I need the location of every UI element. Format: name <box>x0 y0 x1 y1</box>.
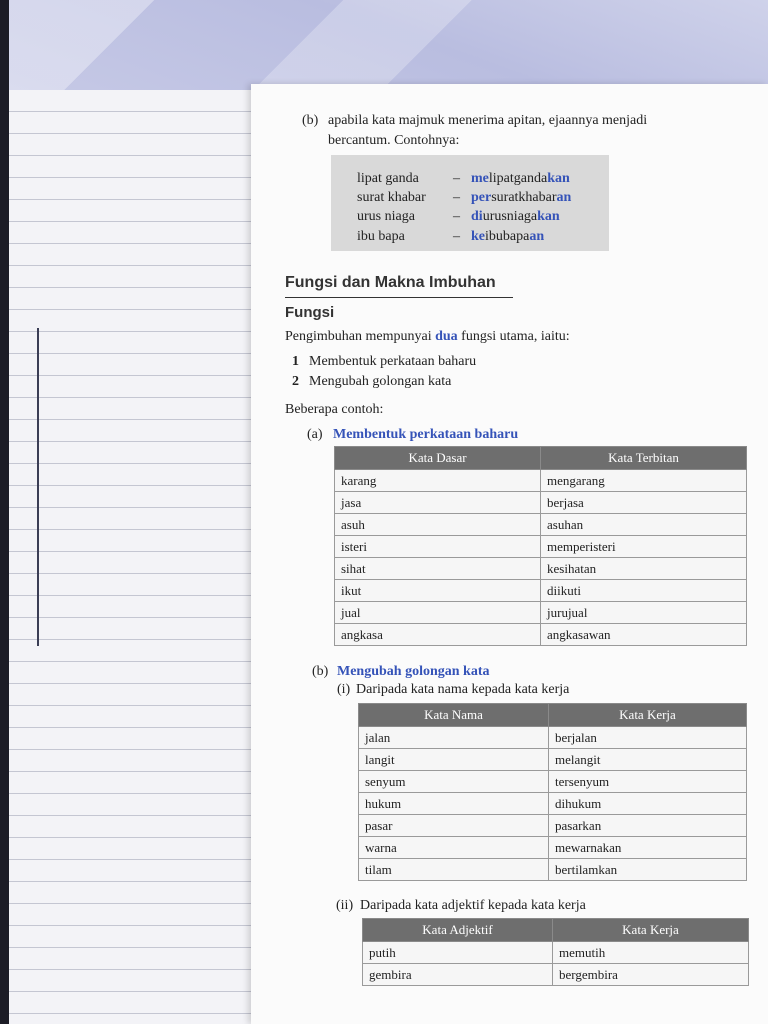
table-cell: bertilamkan <box>549 859 747 881</box>
compound-example-row <box>357 188 571 207</box>
intro-after: fungsi utama, iaitu: <box>457 329 570 344</box>
table-row <box>335 558 747 580</box>
subsection-title: Fungsi <box>285 304 335 321</box>
table-row <box>335 602 747 624</box>
table-cell: berjasa <box>541 492 747 514</box>
function-text: Mengubah golongan kata <box>309 374 452 389</box>
table-cell: pasar <box>359 815 549 837</box>
table-cell: memutih <box>553 942 749 964</box>
table-cell: angkasawan <box>541 624 747 646</box>
table-cell: sihat <box>335 558 541 580</box>
table-kata-terbitan <box>334 446 747 646</box>
table-cell: ikut <box>335 580 541 602</box>
table-cell: bergembira <box>553 964 749 986</box>
table-row <box>335 624 747 646</box>
table-cell: dihukum <box>549 793 747 815</box>
table-cell: tersenyum <box>549 771 747 793</box>
column-header: Kata Kerja <box>553 919 749 942</box>
table-cell: jurujual <box>541 602 747 624</box>
table-cell: mewarnakan <box>549 837 747 859</box>
examples-label: Beberapa contoh: <box>285 402 384 417</box>
table-row <box>359 837 747 859</box>
table-row <box>363 964 749 986</box>
section-title-underline <box>285 297 513 298</box>
compound-base: lipat ganda <box>357 171 419 186</box>
compound-base: ibu bapa <box>357 229 405 244</box>
part-a-title: Membentuk perkataan baharu <box>333 427 519 442</box>
column-header: Kata Adjektif <box>363 919 553 942</box>
compound-dash: – <box>453 229 460 244</box>
function-number: 2 <box>292 374 299 389</box>
table-row <box>359 793 747 815</box>
function-text: Membentuk perkataan baharu <box>309 354 477 369</box>
table-row <box>359 859 747 881</box>
notebook-margin-line <box>37 328 39 646</box>
table-cell: mengarang <box>541 470 747 492</box>
table-kata-adjektif-kerja <box>362 918 749 986</box>
compound-suffix: kan <box>537 209 560 224</box>
notebook-lined-page <box>9 90 259 1024</box>
compound-root: suratkhabar <box>491 190 557 205</box>
table-cell: asuhan <box>541 514 747 536</box>
table-row <box>359 749 747 771</box>
table-cell: jalan <box>359 727 549 749</box>
table-cell: angkasa <box>335 624 541 646</box>
compound-dash: – <box>453 190 460 205</box>
point-b-line1: apabila kata majmuk menerima apitan, ejaannya menjadi <box>328 113 648 128</box>
column-header: Kata Nama <box>359 704 549 727</box>
table-cell: berjalan <box>549 727 747 749</box>
part-b-title: Mengubah golongan kata <box>337 664 490 679</box>
point-b-marker: (b) <box>302 113 319 128</box>
compound-root: urusniaga <box>482 209 538 224</box>
table-cell: putih <box>363 942 553 964</box>
compound-example-row <box>357 227 544 246</box>
table-row <box>359 727 747 749</box>
table-row <box>335 580 747 602</box>
dark-edge <box>0 0 9 1024</box>
part-b-marker: (b) <box>312 664 329 679</box>
part-b-ii-marker: (ii) <box>336 898 354 913</box>
part-b-i-marker: (i) <box>337 682 351 697</box>
compound-prefix: per <box>471 190 492 205</box>
table-cell: memperisteri <box>541 536 747 558</box>
background-pattern <box>0 0 768 90</box>
table-cell: diikuti <box>541 580 747 602</box>
compound-suffix: an <box>556 190 572 205</box>
intro-before: Pengimbuhan mempunyai <box>285 329 436 344</box>
table-cell: kesihatan <box>541 558 747 580</box>
table-cell: pasarkan <box>549 815 747 837</box>
table-cell: senyum <box>359 771 549 793</box>
part-b-ii-title: Daripada kata adjektif kepada kata kerja <box>360 898 586 913</box>
table-kata-nama-kerja <box>358 703 747 881</box>
compound-suffix: an <box>529 229 545 244</box>
compound-prefix: di <box>471 209 483 224</box>
table-cell: jual <box>335 602 541 624</box>
table-row <box>335 536 747 558</box>
part-b-i-title: Daripada kata nama kepada kata kerja <box>356 682 570 697</box>
compound-dash: – <box>453 171 460 186</box>
table-cell: gembira <box>363 964 553 986</box>
point-b-line2: bercantum. Contohnya: <box>328 133 460 148</box>
table-cell: tilam <box>359 859 549 881</box>
table-cell: asuh <box>335 514 541 536</box>
table-row <box>335 492 747 514</box>
table-cell: jasa <box>335 492 541 514</box>
column-header: Kata Kerja <box>549 704 747 727</box>
column-header: Kata Dasar <box>335 447 541 470</box>
table-cell: warna <box>359 837 549 859</box>
table-cell: karang <box>335 470 541 492</box>
compound-example-row <box>357 169 570 188</box>
compound-dash: – <box>453 209 460 224</box>
table-cell: melangit <box>549 749 747 771</box>
intro-highlight: dua <box>435 329 458 344</box>
table-row <box>359 771 747 793</box>
compound-prefix: ke <box>471 229 485 244</box>
compound-root: ibubapa <box>485 229 530 244</box>
table-row <box>363 942 749 964</box>
compound-root: lipatganda <box>488 171 548 186</box>
part-a-marker: (a) <box>307 427 323 442</box>
table-cell: hukum <box>359 793 549 815</box>
compound-base: urus niaga <box>357 209 415 224</box>
function-number: 1 <box>292 354 299 369</box>
column-header: Kata Terbitan <box>541 447 747 470</box>
table-cell: isteri <box>335 536 541 558</box>
table-row <box>335 514 747 536</box>
intro-sentence <box>285 327 570 346</box>
compound-suffix: kan <box>547 171 570 186</box>
compound-example-row <box>357 207 560 226</box>
table-cell: langit <box>359 749 549 771</box>
compound-prefix: me <box>471 171 489 186</box>
section-title: Fungsi dan Makna Imbuhan <box>285 274 496 291</box>
table-row <box>359 815 747 837</box>
table-row <box>335 470 747 492</box>
compound-base: surat khabar <box>357 190 426 205</box>
